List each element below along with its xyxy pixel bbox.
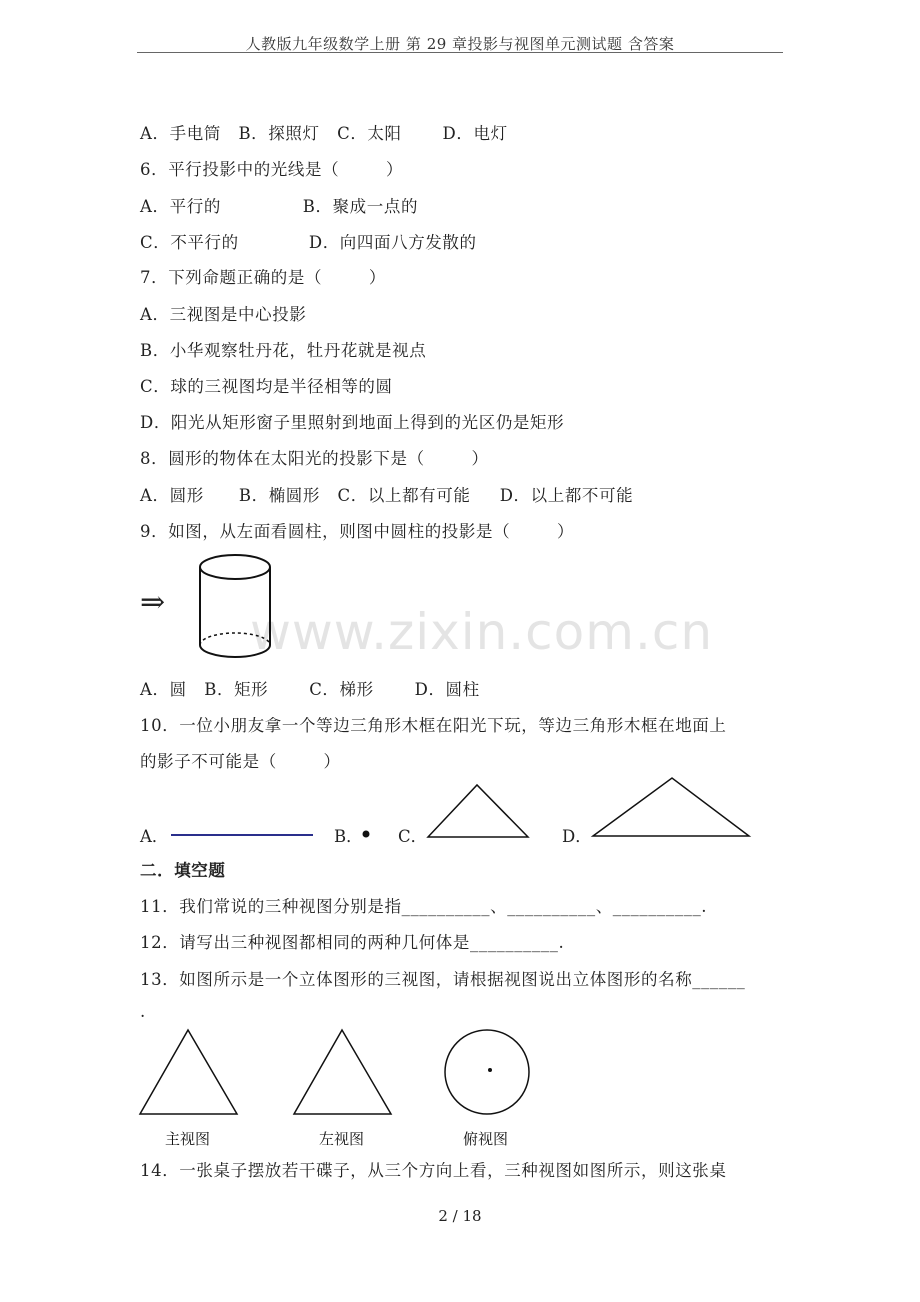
q9-options: A．圆 B．矩形 C．梯形 D．圆柱 bbox=[140, 680, 480, 699]
q7-option-c: C．球的三视图均是半径相等的圆 bbox=[140, 377, 393, 396]
section-fill-in-title: 二．填空题 bbox=[140, 861, 226, 880]
side-view-caption: 左视图 bbox=[319, 1130, 365, 1148]
q10-option-a-segment bbox=[170, 830, 315, 840]
top-view-circle bbox=[443, 1028, 531, 1116]
page-header: 人教版九年级数学上册 第 29 章投影与视图单元测试题 含答案 bbox=[245, 35, 675, 53]
q5-options: A．手电筒 B．探照灯 C．太阳 D．电灯 bbox=[140, 124, 508, 143]
front-view-triangle bbox=[138, 1027, 240, 1117]
q10-option-c-label: C． bbox=[398, 827, 428, 846]
q7-option-d: D．阳光从矩形窗子里照射到地面上得到的光区仍是矩形 bbox=[140, 413, 565, 432]
cylinder-figure bbox=[195, 550, 280, 665]
q10-option-a-label: A． bbox=[140, 827, 169, 846]
q13-stem: 13．如图所示是一个立体图形的三视图，请根据视图说出立体图形的名称______ bbox=[140, 970, 746, 989]
q8-options: A．圆形 B．椭圆形 C．以上都有可能 D．以上都不可能 bbox=[140, 486, 634, 505]
q10-option-d-triangle bbox=[590, 775, 752, 839]
watermark: www.zixin.com.cn bbox=[250, 603, 714, 661]
q7-option-a: A．三视图是中心投影 bbox=[140, 305, 307, 324]
side-view-triangle bbox=[292, 1027, 394, 1117]
q10-option-c-triangle bbox=[425, 782, 531, 840]
q6-options-cd: C．不平行的 D．向四面八方发散的 bbox=[140, 233, 477, 252]
q10-option-b-point bbox=[360, 828, 372, 840]
q12: 12．请写出三种视图都相同的两种几何体是__________. bbox=[140, 933, 565, 952]
q7-option-b: B．小华观察牡丹花，牡丹花就是视点 bbox=[140, 341, 427, 360]
q9-stem: 9．如图，从左面看圆柱，则图中圆柱的投影是（ ） bbox=[140, 522, 575, 541]
q7-stem: 7．下列命题正确的是（ ） bbox=[140, 268, 386, 287]
top-view-caption: 俯视图 bbox=[463, 1130, 509, 1148]
header-divider bbox=[137, 52, 783, 53]
q11: 11．我们常说的三种视图分别是指__________、__________、__________. bbox=[140, 897, 708, 916]
q13-period: . bbox=[140, 1002, 146, 1021]
q10-option-d-label: D． bbox=[562, 827, 592, 846]
q8-stem: 8．圆形的物体在太阳光的投影下是（ ） bbox=[140, 449, 489, 468]
front-view-caption: 主视图 bbox=[165, 1130, 211, 1148]
q6-options-ab: A．平行的 B．聚成一点的 bbox=[140, 197, 419, 216]
q6-stem: 6．平行投影中的光线是（ ） bbox=[140, 160, 404, 179]
q10-stem-2: 的影子不可能是（ ） bbox=[140, 752, 341, 771]
page-number: 2 / 18 bbox=[438, 1207, 482, 1225]
q10-stem-1: 10．一位小朋友拿一个等边三角形木框在阳光下玩，等边三角形木框在地面上 bbox=[140, 716, 727, 735]
q14-stem: 14．一张桌子摆放若干碟子，从三个方向上看，三种视图如图所示，则这张桌 bbox=[140, 1161, 727, 1180]
light-direction-arrow: ⇒ bbox=[140, 585, 166, 620]
q10-option-b-label: B． bbox=[334, 827, 363, 846]
